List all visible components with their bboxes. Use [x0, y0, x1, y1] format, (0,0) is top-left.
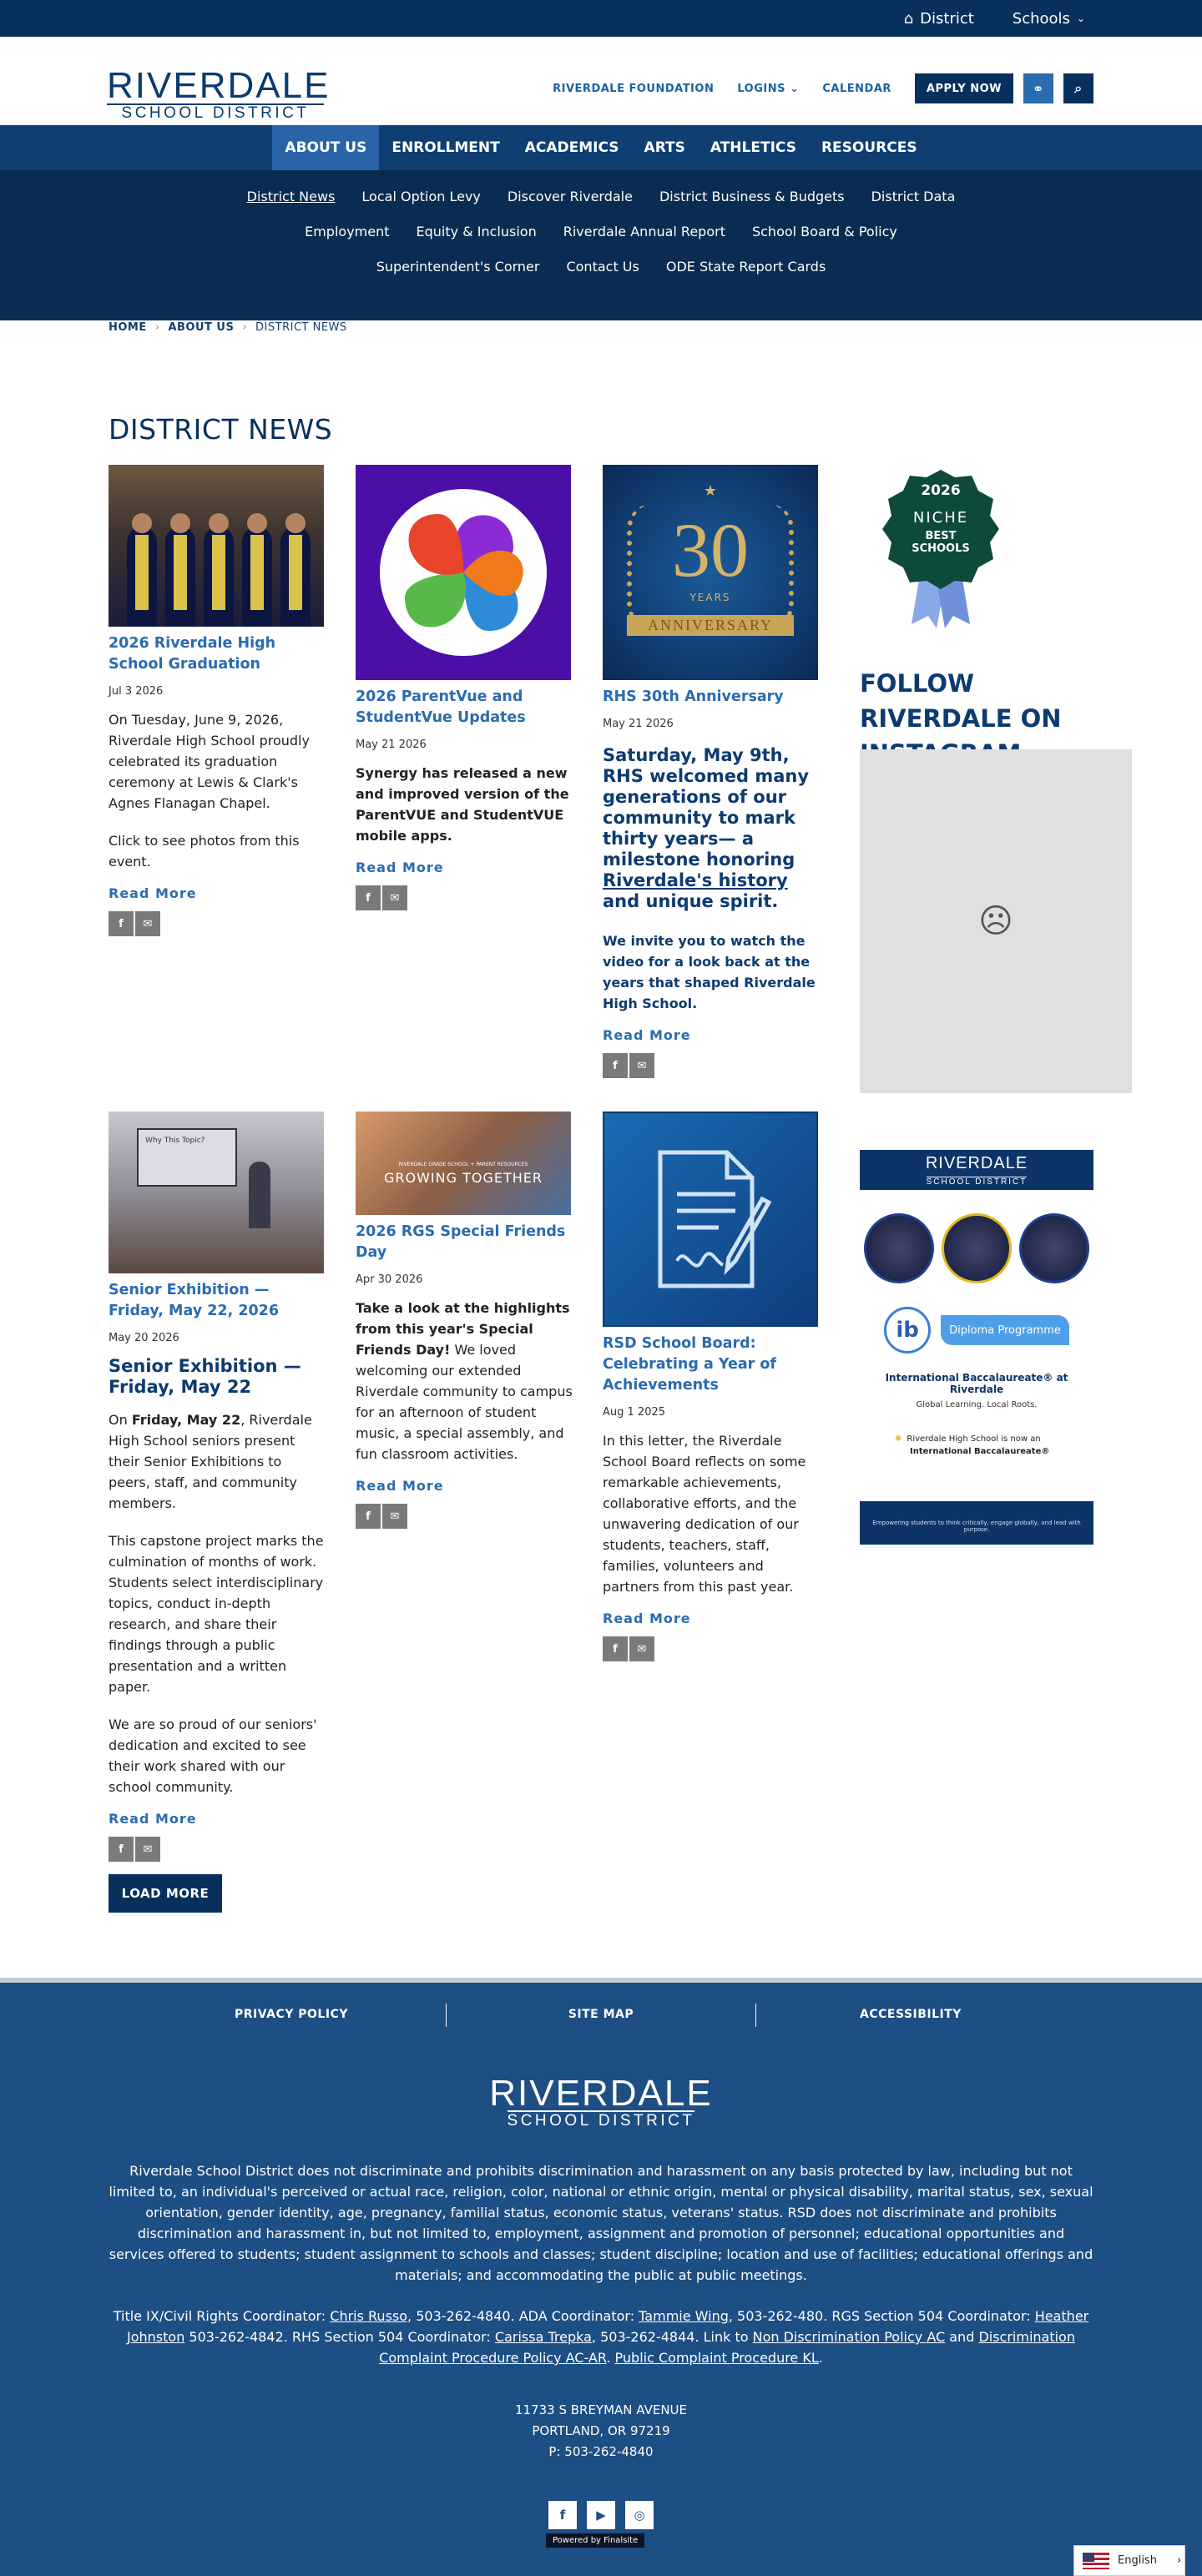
- breadcrumb-separator: ›: [242, 321, 248, 334]
- breadcrumb-about-us[interactable]: ABOUT US: [168, 321, 235, 334]
- home-icon: ⌂: [903, 9, 914, 28]
- coordinator-contacts: Title IX/Civil Rights Coordinator: Chris Russo, 503-262-4840. ADA Coordinator: Tammie Wing, 503-262-480. RGS Section 504 Coordinator: Heather Johnston 503-262-4842. RHS Section 504 Coordinator: Carissa Trepka, 503-262-4844. Link to Non Discrimination Policy AC and Discrimination Complaint Procedure Policy AC-AR. Public Complaint Procedure KL.: [113, 2308, 1089, 2366]
- policy-link[interactable]: Non Discrimination Policy AC: [752, 2329, 946, 2345]
- news-date: May 21 2026: [356, 739, 427, 751]
- anniversary-image[interactable]: [603, 465, 818, 680]
- nav-resources[interactable]: RESOURCES: [821, 139, 917, 156]
- news-headline: Saturday, May 9th, RHS welcomed many generations of our community to mark thirty years— a milestone honoring Riverdale's history and unique spirit.: [603, 745, 810, 911]
- load-more-button[interactable]: LOAD MORE: [109, 1874, 222, 1913]
- graduate-figure: [127, 527, 157, 627]
- news-date: May 20 2026: [109, 1332, 179, 1344]
- news-summary: Synergy has released a new and improved version of the ParentVUE and StudentVUE mobile apps.: [356, 765, 569, 844]
- utility-bar: [0, 0, 1202, 37]
- email-icon[interactable]: ✉: [382, 885, 407, 910]
- anniversary-emblem: ★ 30 YEARS ANNIVERSARY: [627, 481, 794, 664]
- nav-academics[interactable]: ACADEMICS: [524, 139, 619, 156]
- graduate-figure: [204, 527, 234, 627]
- news-summary: In this letter, the Riverdale School Board reflects on some remarkable achievements, collaborative efforts, and the unwavering dedication of our students, teachers, staff, families, volunteers and partners from this past year.: [603, 1433, 806, 1595]
- projector-screen: Why This Topic?: [137, 1128, 237, 1187]
- news-title[interactable]: RSD School Board: Celebrating a Year of Achievements: [603, 1335, 776, 1394]
- logins-dropdown[interactable]: LOGINS ⌄: [737, 82, 800, 95]
- page-title: DISTRICT NEWS: [109, 413, 333, 446]
- email-icon[interactable]: ✉: [135, 911, 160, 936]
- news-card-senior-exhibition: [109, 1112, 327, 1862]
- news-title[interactable]: RHS 30th Anniversary: [603, 688, 784, 705]
- news-title[interactable]: 2026 ParentVue and StudentVue Updates: [356, 688, 526, 726]
- breadcrumb: [109, 321, 347, 334]
- senior-exhibition-photo[interactable]: [109, 1112, 324, 1273]
- niche-badge-text: 2026 NICHE BEST SCHOOLS: [912, 482, 970, 555]
- site-footer: [0, 1978, 1202, 2576]
- coordinator-link[interactable]: Tammie Wing: [639, 2308, 729, 2324]
- news-title[interactable]: 2026 Riverdale High School Graduation: [109, 635, 276, 673]
- subnav-equity-inclusion[interactable]: Equity & Inclusion: [416, 223, 537, 239]
- share-buttons: [603, 1636, 821, 1661]
- news-date: Aug 1 2025: [603, 1406, 666, 1419]
- subnav-annual-report[interactable]: Riverdale Annual Report: [563, 223, 725, 239]
- graduate-figure: [242, 527, 272, 627]
- ib-announcement: ✺ Riverdale High School is now an International Baccalaureate®: [895, 1434, 1050, 1456]
- policy-link[interactable]: Discrimination Complaint Procedure Policy AC-AR: [379, 2329, 1075, 2366]
- facebook-icon[interactable]: f: [109, 911, 134, 936]
- nav-athletics[interactable]: ATHLETICS: [710, 139, 796, 156]
- district-address: 11733 S BREYMAN AVENUE PORTLAND, OR 97219 P: 503-262-4840: [514, 2402, 688, 2459]
- ib-photo-circles: [860, 1213, 1093, 1283]
- read-more-link[interactable]: Read More: [356, 1478, 444, 1494]
- share-buttons: [109, 1837, 327, 1862]
- header-links: [553, 73, 1093, 103]
- read-more-link[interactable]: Read More: [109, 1811, 197, 1827]
- read-more-link[interactable]: Read More: [603, 1611, 691, 1626]
- footer-links: [0, 2008, 1202, 2027]
- student-photo: [1019, 1213, 1089, 1283]
- breadcrumb-current: DISTRICT NEWS: [255, 321, 347, 334]
- apply-now-button[interactable]: APPLY NOW: [915, 73, 1013, 103]
- instagram-feed[interactable]: [860, 749, 1132, 1093]
- search-icon[interactable]: ⌕: [1063, 73, 1093, 103]
- nav-about-us[interactable]: ABOUT US: [272, 125, 379, 170]
- news-headline: Senior Exhibition — Friday, May 22: [109, 1356, 301, 1397]
- coordinator-link[interactable]: Chris Russo: [330, 2308, 408, 2324]
- coordinator-link[interactable]: Heather Johnston: [127, 2308, 1089, 2345]
- coordinator-link[interactable]: Carissa Trepka: [494, 2329, 592, 2345]
- news-date: Jul 3 2026: [109, 685, 164, 698]
- parentvue-logo: [371, 481, 555, 664]
- laurel-left: [627, 504, 652, 629]
- email-icon[interactable]: ✉: [382, 1504, 407, 1529]
- news-summary: Take a look at the highlights from this year's Special Friends Day! We loved welcoming our extended Riverdale community to campus for an afternoon of student music, a special assembly, and fun classroom activities.: [356, 1300, 573, 1462]
- document-pen-icon: [644, 1144, 777, 1294]
- facebook-icon[interactable]: f: [603, 1636, 628, 1661]
- chevron-down-icon: ⌄: [789, 82, 800, 95]
- chevron-down-icon: ⌄: [1076, 13, 1085, 24]
- news-date: Apr 30 2026: [356, 1273, 423, 1286]
- link-icon[interactable]: ⚭: [1023, 73, 1053, 103]
- presenter-figure: [249, 1162, 270, 1228]
- subnav-business-budgets[interactable]: District Business & Budgets: [659, 188, 845, 204]
- schools-dropdown[interactable]: Schools ⌄: [1012, 9, 1085, 28]
- subnav-district-news[interactable]: District News: [246, 188, 336, 204]
- graduate-figure: [280, 527, 311, 627]
- accessibility-link[interactable]: ACCESSIBILITY: [860, 2008, 962, 2021]
- facebook-icon[interactable]: f: [356, 885, 381, 910]
- calendar-link[interactable]: CALENDAR: [822, 82, 891, 95]
- news-card-special-friends-day: [356, 1112, 574, 1529]
- subnav-local-option-levy[interactable]: Local Option Levy: [361, 188, 481, 204]
- share-buttons: [109, 911, 327, 936]
- chevron-right-icon: ›: [1176, 2554, 1182, 2567]
- email-icon[interactable]: ✉: [629, 1636, 654, 1661]
- instagram-icon[interactable]: ◎: [625, 2501, 654, 2529]
- us-flag-icon: [1083, 2553, 1109, 2569]
- subnav-discover-riverdale[interactable]: Discover Riverdale: [507, 188, 633, 204]
- student-photo: [864, 1213, 934, 1283]
- read-more-link[interactable]: Read More: [356, 860, 444, 875]
- youtube-icon[interactable]: ▶: [587, 2501, 615, 2529]
- subnav-school-board-policy[interactable]: School Board & Policy: [751, 223, 897, 239]
- news-card-school-board: [603, 1112, 821, 1661]
- breadcrumb-home[interactable]: HOME: [109, 321, 147, 334]
- footer-logo[interactable]: RIVERDALE SCHOOL DISTRICT: [489, 2073, 713, 2130]
- ib-banner-header: RIVERDALE SCHOOL DISTRICT: [860, 1150, 1093, 1190]
- graduation-photo[interactable]: [109, 465, 324, 627]
- student-photo: [942, 1213, 1012, 1283]
- news-summary: On Tuesday, June 9, 2026, Riverdale High School proudly celebrated its graduation ceremony at Lewis & Clark's Agnes Flanagan Chapel. Click to see photos from this event.: [109, 712, 310, 870]
- district-link[interactable]: ⌂ District: [903, 9, 974, 28]
- policy-link[interactable]: Public Complaint Procedure KL: [614, 2350, 819, 2366]
- facebook-icon[interactable]: f: [109, 1837, 134, 1862]
- facebook-icon[interactable]: f: [548, 2501, 577, 2529]
- subnav-ode-report-cards[interactable]: ODE State Report Cards: [665, 258, 826, 275]
- nav-arts[interactable]: ARTS: [644, 139, 685, 156]
- foundation-link[interactable]: RIVERDALE FOUNDATION: [553, 82, 715, 95]
- read-more-link[interactable]: Read More: [109, 885, 197, 901]
- star-icon: ✺: [895, 1434, 902, 1444]
- news-date: May 21 2026: [603, 718, 674, 730]
- email-icon[interactable]: ✉: [135, 1837, 160, 1862]
- facebook-icon[interactable]: f: [356, 1504, 381, 1529]
- star-icon: ★: [703, 482, 718, 500]
- subnav-district-data[interactable]: District Data: [871, 188, 956, 204]
- news-title[interactable]: 2026 RGS Special Friends Day: [356, 1223, 566, 1261]
- breadcrumb-separator: ›: [154, 321, 160, 334]
- news-title[interactable]: Senior Exhibition — Friday, May 22, 2026: [109, 1282, 280, 1319]
- news-summary: On Friday, May 22, Riverdale High School seniors present their Senior Exhibitions to peers, staff, and community members. This capstone project marks the culmination of months of work. Students select interdisciplinary topics, conduct in-depth research, and share their findings through a public presentation and a written paper. We are so proud of our seniors' dedication and excited to see their work shared with our school community.: [109, 1412, 324, 1795]
- read-more-link[interactable]: Read More: [603, 1027, 691, 1043]
- email-icon[interactable]: ✉: [629, 1053, 654, 1078]
- instagram-heading: FOLLOW RIVERDALE ON: [860, 669, 1062, 733]
- news-card-parentvue: [356, 465, 574, 910]
- subnav-superintendents-corner[interactable]: Superintendent's Corner: [376, 258, 540, 275]
- special-friends-photo[interactable]: RIVERDALE GRADE SCHOOL + PARENT RESOURCES GROWING TOGETHER: [356, 1112, 571, 1215]
- ib-logo: ib Diploma Programme: [860, 1307, 1093, 1354]
- about-us-subnav: [0, 170, 1202, 320]
- district-logo[interactable]: RIVERDALE SCHOOL DISTRICT: [107, 65, 331, 122]
- site-map-link[interactable]: SITE MAP: [568, 2008, 634, 2021]
- news-summary: We invite you to watch the video for a look back at the years that shaped Riverdale High School.: [603, 933, 816, 1011]
- news-card-graduation: [109, 465, 327, 936]
- nondiscrimination-statement: Riverdale School District does not discriminate and prohibits discrimination and harassment on any basis protected by law, including but not limited to, an individual's perceived or actual race, religion, color, national or ethnic origin, mental or physical disability, marital status, sex, sexual orientation, gender identity, age, pregnancy, familial status, economic status, veterans' status. RSD does not discriminate and prohibits discrimination and harassment in, but not limited to, employment, assignment and promotion of personnel; educational opportunities and services offered to students; student assignment to schools and classes; student discipline; location and use of facilities; educational offerings and materials; and accommodating the public at public meetings.: [109, 2163, 1093, 2283]
- graduate-figure: [165, 527, 195, 627]
- laurel-right: [769, 504, 794, 629]
- share-buttons: [356, 1504, 574, 1529]
- niche-best-schools-badge[interactable]: [878, 466, 1003, 636]
- privacy-policy-link[interactable]: PRIVACY POLICY: [235, 2008, 348, 2021]
- main-nav: [0, 125, 1202, 170]
- nav-enrollment[interactable]: ENROLLMENT: [391, 139, 500, 156]
- ib-promo-banner[interactable]: RIVERDALE SCHOOL DISTRICT ib Diploma Programme International Baccalaureate® at Riverdale Global Learning. Local Roots. ✺ Riverdale High School is now an International Baccalaureate® Empowering students to think critically, engage globally, and lead with purpose.: [860, 1150, 1093, 1542]
- news-card-30th-anniversary: [603, 465, 821, 1078]
- broken-image-icon: ☹: [978, 902, 1013, 940]
- language-selector[interactable]: English ›: [1073, 2545, 1185, 2576]
- parentvue-logo-image[interactable]: [356, 465, 571, 680]
- facebook-icon[interactable]: f: [603, 1053, 628, 1078]
- share-buttons: [356, 885, 574, 910]
- history-link[interactable]: Riverdale's history: [603, 870, 788, 890]
- subnav-contact-us[interactable]: Contact Us: [566, 258, 639, 275]
- share-buttons: [603, 1053, 821, 1078]
- subnav-employment[interactable]: Employment: [305, 223, 390, 239]
- school-board-letter-image[interactable]: [603, 1112, 818, 1327]
- powered-by-finalsite[interactable]: Powered by Finalsite: [546, 2533, 644, 2548]
- social-links: [0, 2501, 1202, 2529]
